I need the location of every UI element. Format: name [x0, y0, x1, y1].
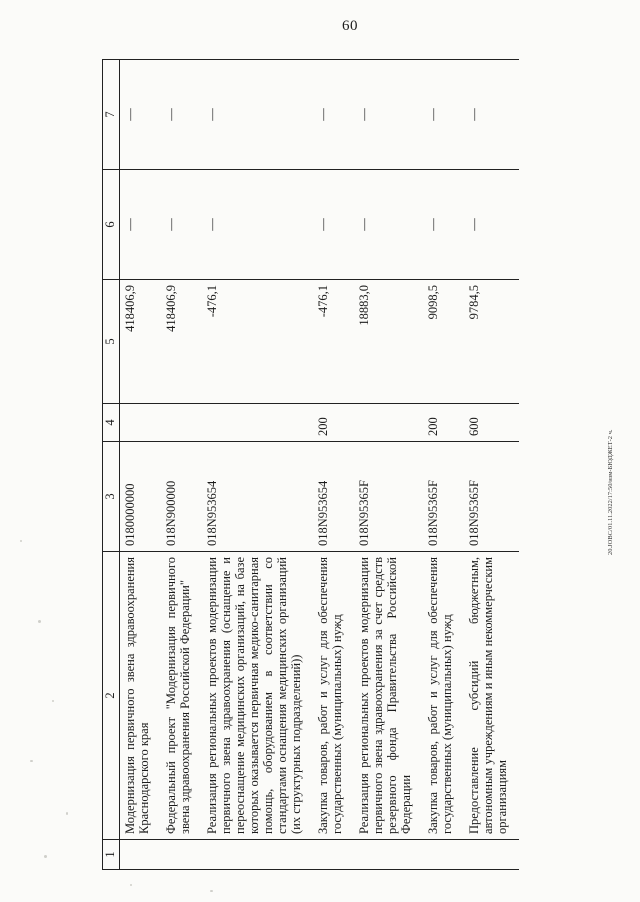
scan-speckle: [38, 620, 41, 623]
row-name: Закупка товаров, работ и услуг для обеспечения государственных (муниципальных) нужд: [423, 552, 464, 840]
row-number: [161, 840, 202, 870]
header-col-4: 4: [103, 404, 120, 442]
row-col-6: —: [313, 170, 354, 280]
row-col-7: —: [202, 60, 313, 170]
table-row: [313, 60, 354, 870]
scan-speckle: [52, 700, 54, 702]
scan-speckle: [210, 890, 213, 892]
row-name: Предоставление субсидий бюджетным, автономным учреждениям и иным некоммерческим организациям: [464, 552, 519, 840]
row-col-7: —: [313, 60, 354, 170]
row-code: 018N953654: [202, 442, 313, 552]
row-name: Федеральный проект "Модернизация первичного звена здравоохранения Российской Федерации": [161, 552, 202, 840]
row-amount: 9784,5: [464, 280, 519, 404]
row-amount: 9098,5: [423, 280, 464, 404]
row-expense-type: 200: [313, 404, 354, 442]
header-col-5: 5: [103, 280, 120, 404]
row-col-7: —: [423, 60, 464, 170]
row-code: 018N95365F: [354, 442, 423, 552]
row-number: [120, 840, 162, 870]
row-name: Модернизация первичного звена здравоохранения Краснодарского края: [120, 552, 162, 840]
row-expense-type: [161, 404, 202, 442]
table-row: [202, 60, 313, 870]
row-col-6: —: [423, 170, 464, 280]
table-header-row: [103, 60, 120, 870]
row-code: 018N900000: [161, 442, 202, 552]
row-name: Закупка товаров, работ и услуг для обеспечения государственных (муниципальных) нужд: [313, 552, 354, 840]
row-name: Реализация региональных проектов модернизации первичного звена здравоохранения (оснащение и переоснащение медицинских организаций, на базе которых оказывается первичная медико-санитарная помощь, оборудованием в соответствии со стандартами оснащения медицинских организаций (их структурных подразделений)): [202, 552, 313, 840]
row-number: [354, 840, 423, 870]
header-col-2: 2: [103, 552, 120, 840]
row-number: [202, 840, 313, 870]
scan-speckle: [130, 884, 132, 886]
header-col-3: 3: [103, 442, 120, 552]
row-amount: 18883,0: [354, 280, 423, 404]
footer-document-code: 20.JOBC/01.11.2022/17:50/изм-БЮДЖЕТ-2 ч.: [607, 429, 614, 555]
row-col-7: —: [354, 60, 423, 170]
header-col-7: 7: [103, 60, 120, 170]
budget-table-rotated: [102, 60, 602, 870]
row-code: 018N953654: [313, 442, 354, 552]
row-col-7: —: [464, 60, 519, 170]
row-code: 018N95365F: [464, 442, 519, 552]
header-col-6: 6: [103, 170, 120, 280]
row-expense-type: [120, 404, 162, 442]
scan-speckle: [30, 760, 33, 762]
header-col-1: 1: [103, 840, 120, 870]
scan-speckle: [66, 812, 68, 815]
row-number: [423, 840, 464, 870]
page-number: 60: [342, 18, 358, 34]
row-amount: -476,1: [202, 280, 313, 404]
table-row: [161, 60, 202, 870]
row-amount: 418406,9: [161, 280, 202, 404]
table-row: [423, 60, 464, 870]
row-col-6: —: [120, 170, 162, 280]
row-col-6: —: [161, 170, 202, 280]
scan-speckle: [44, 855, 47, 858]
row-col-6: —: [354, 170, 423, 280]
row-col-6: —: [464, 170, 519, 280]
scan-speckle: [20, 540, 22, 542]
row-amount: 418406,9: [120, 280, 162, 404]
row-col-7: —: [161, 60, 202, 170]
table-row: [464, 60, 519, 870]
table-row: [120, 60, 162, 870]
row-expense-type: 600: [464, 404, 519, 442]
row-expense-type: [202, 404, 313, 442]
row-code: 018N95365F: [423, 442, 464, 552]
row-col-6: —: [202, 170, 313, 280]
row-expense-type: [354, 404, 423, 442]
row-code: 0180000000: [120, 442, 162, 552]
row-name: Реализация региональных проектов модернизации первичного звена здравоохранения за счет средств резервного фонда Правительства Российской Федерации: [354, 552, 423, 840]
row-expense-type: 200: [423, 404, 464, 442]
row-col-7: —: [120, 60, 162, 170]
row-number: [313, 840, 354, 870]
row-amount: -476,1: [313, 280, 354, 404]
table-row: [354, 60, 423, 870]
row-number: [464, 840, 519, 870]
budget-table: [102, 59, 519, 870]
